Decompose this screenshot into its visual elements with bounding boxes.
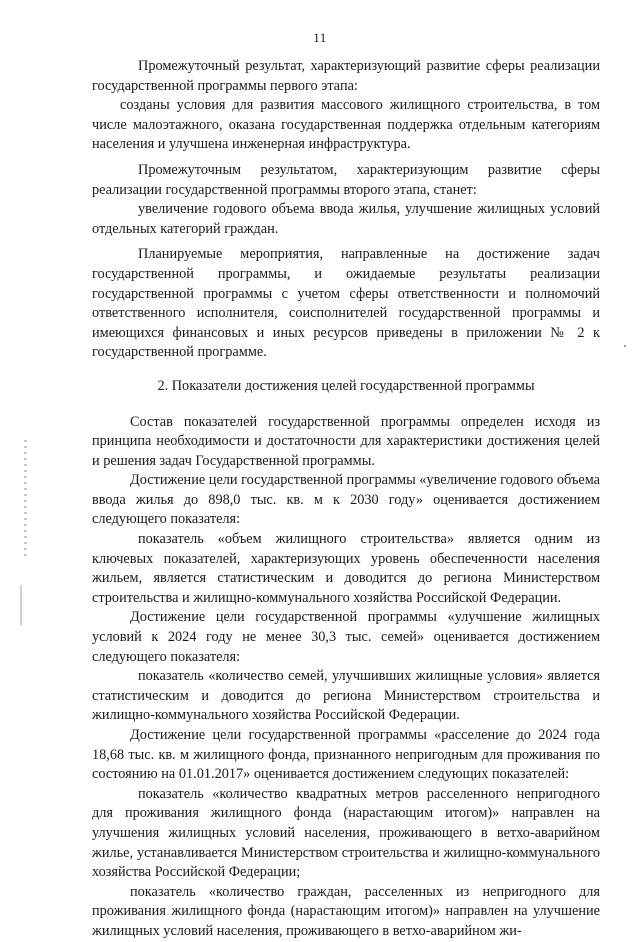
document-body (92, 57, 600, 942)
paragraph: Промежуточный результат, характеризующий развитие сферы реализации государственной программы первого этапа: (92, 58, 600, 94)
paragraph: показатель «количество квадратных метров расселенного непригодного для проживания жилищного фонда (нарастающим итогом)» направлен на улучшения жилищных условий населения, проживающего в ветхо-аварийном жилье, устанавливается Министерством строительства и жилищно-коммунального хозяйства Российской Федерации; (92, 785, 600, 881)
margin-scan-mark (20, 585, 22, 625)
paragraph: показатель «объем жилищного строительства» является одним из ключевых показателей, характеризующих уровень обеспеченности населения жильем, является статистическим и доводится до региона Министерством строительства и жилищно-коммунального хозяйства Российской Федерации. (92, 531, 600, 606)
page-number: 11 (313, 30, 327, 45)
paragraph: созданы условия для развития массового жилищного строительства, в том числе малоэтажного, оказана государственная поддержка отдельным категориям населения и улучшена инженерная инфраструктура. (92, 97, 600, 153)
paragraph: Достижение цели государственной программы «увеличение годового объема ввода жилья до 898,0 тыс. кв. м к 2030 году» оценивается достижением следующего показателя: (92, 472, 600, 528)
paragraph: показатель «количество семей, улучшивших жилищные условия» является статистическим и доводится до региона Министерством строительства и жилищно-коммунального хозяйства Российской Федерации. (92, 668, 600, 724)
paragraph: увеличение годового объема ввода жилья, улучшение жилищных условий отдельных категорий граждан. (92, 201, 600, 237)
paragraph: Достижение цели государственной программы «улучшение жилищных условий к 2024 году не менее 30,3 тыс. семей» оценивается достижением следующего показателя: (92, 609, 600, 665)
paragraph: показатель «количество граждан, расселенных из непригодного для проживания жилищного фонда (нарастающим итогом)» направлен на улучшение жилищных условий населения, проживающего в ветхо-аварийном жи- (92, 883, 600, 939)
paragraph: Состав показателей государственной программы определен исходя из принципа необходимости и достаточности для характеристики достижения целей и решения задач Государственной программы. (92, 413, 600, 469)
section-heading: 2. Показатели достижения целей государственной программы (157, 377, 535, 394)
paragraph: Планируемые мероприятия, направленные на достижение задач государственной программы, и ожидаемые результаты реализации государственной программы с учетом сферы ответственности и полномочий ответственного исполнителя, соисполнителей государственной программы и имеющихся финансовых и иных ресурсов приведены в приложении № 2 к государственной программе. (92, 246, 600, 361)
scan-dot (624, 345, 626, 347)
margin-scan-mark (24, 440, 27, 560)
paragraph: Промежуточным результатом, характеризующим развитие сферы реализации государственной программы второго этапа, станет: (92, 161, 600, 198)
paragraph: Достижение цели государственной программы «расселение до 2024 года 18,68 тыс. кв. м жилищного фонда, признанного непригодным для проживания по состоянию на 01.01.2017» оценивается достижением следующих показателей: (92, 727, 600, 783)
